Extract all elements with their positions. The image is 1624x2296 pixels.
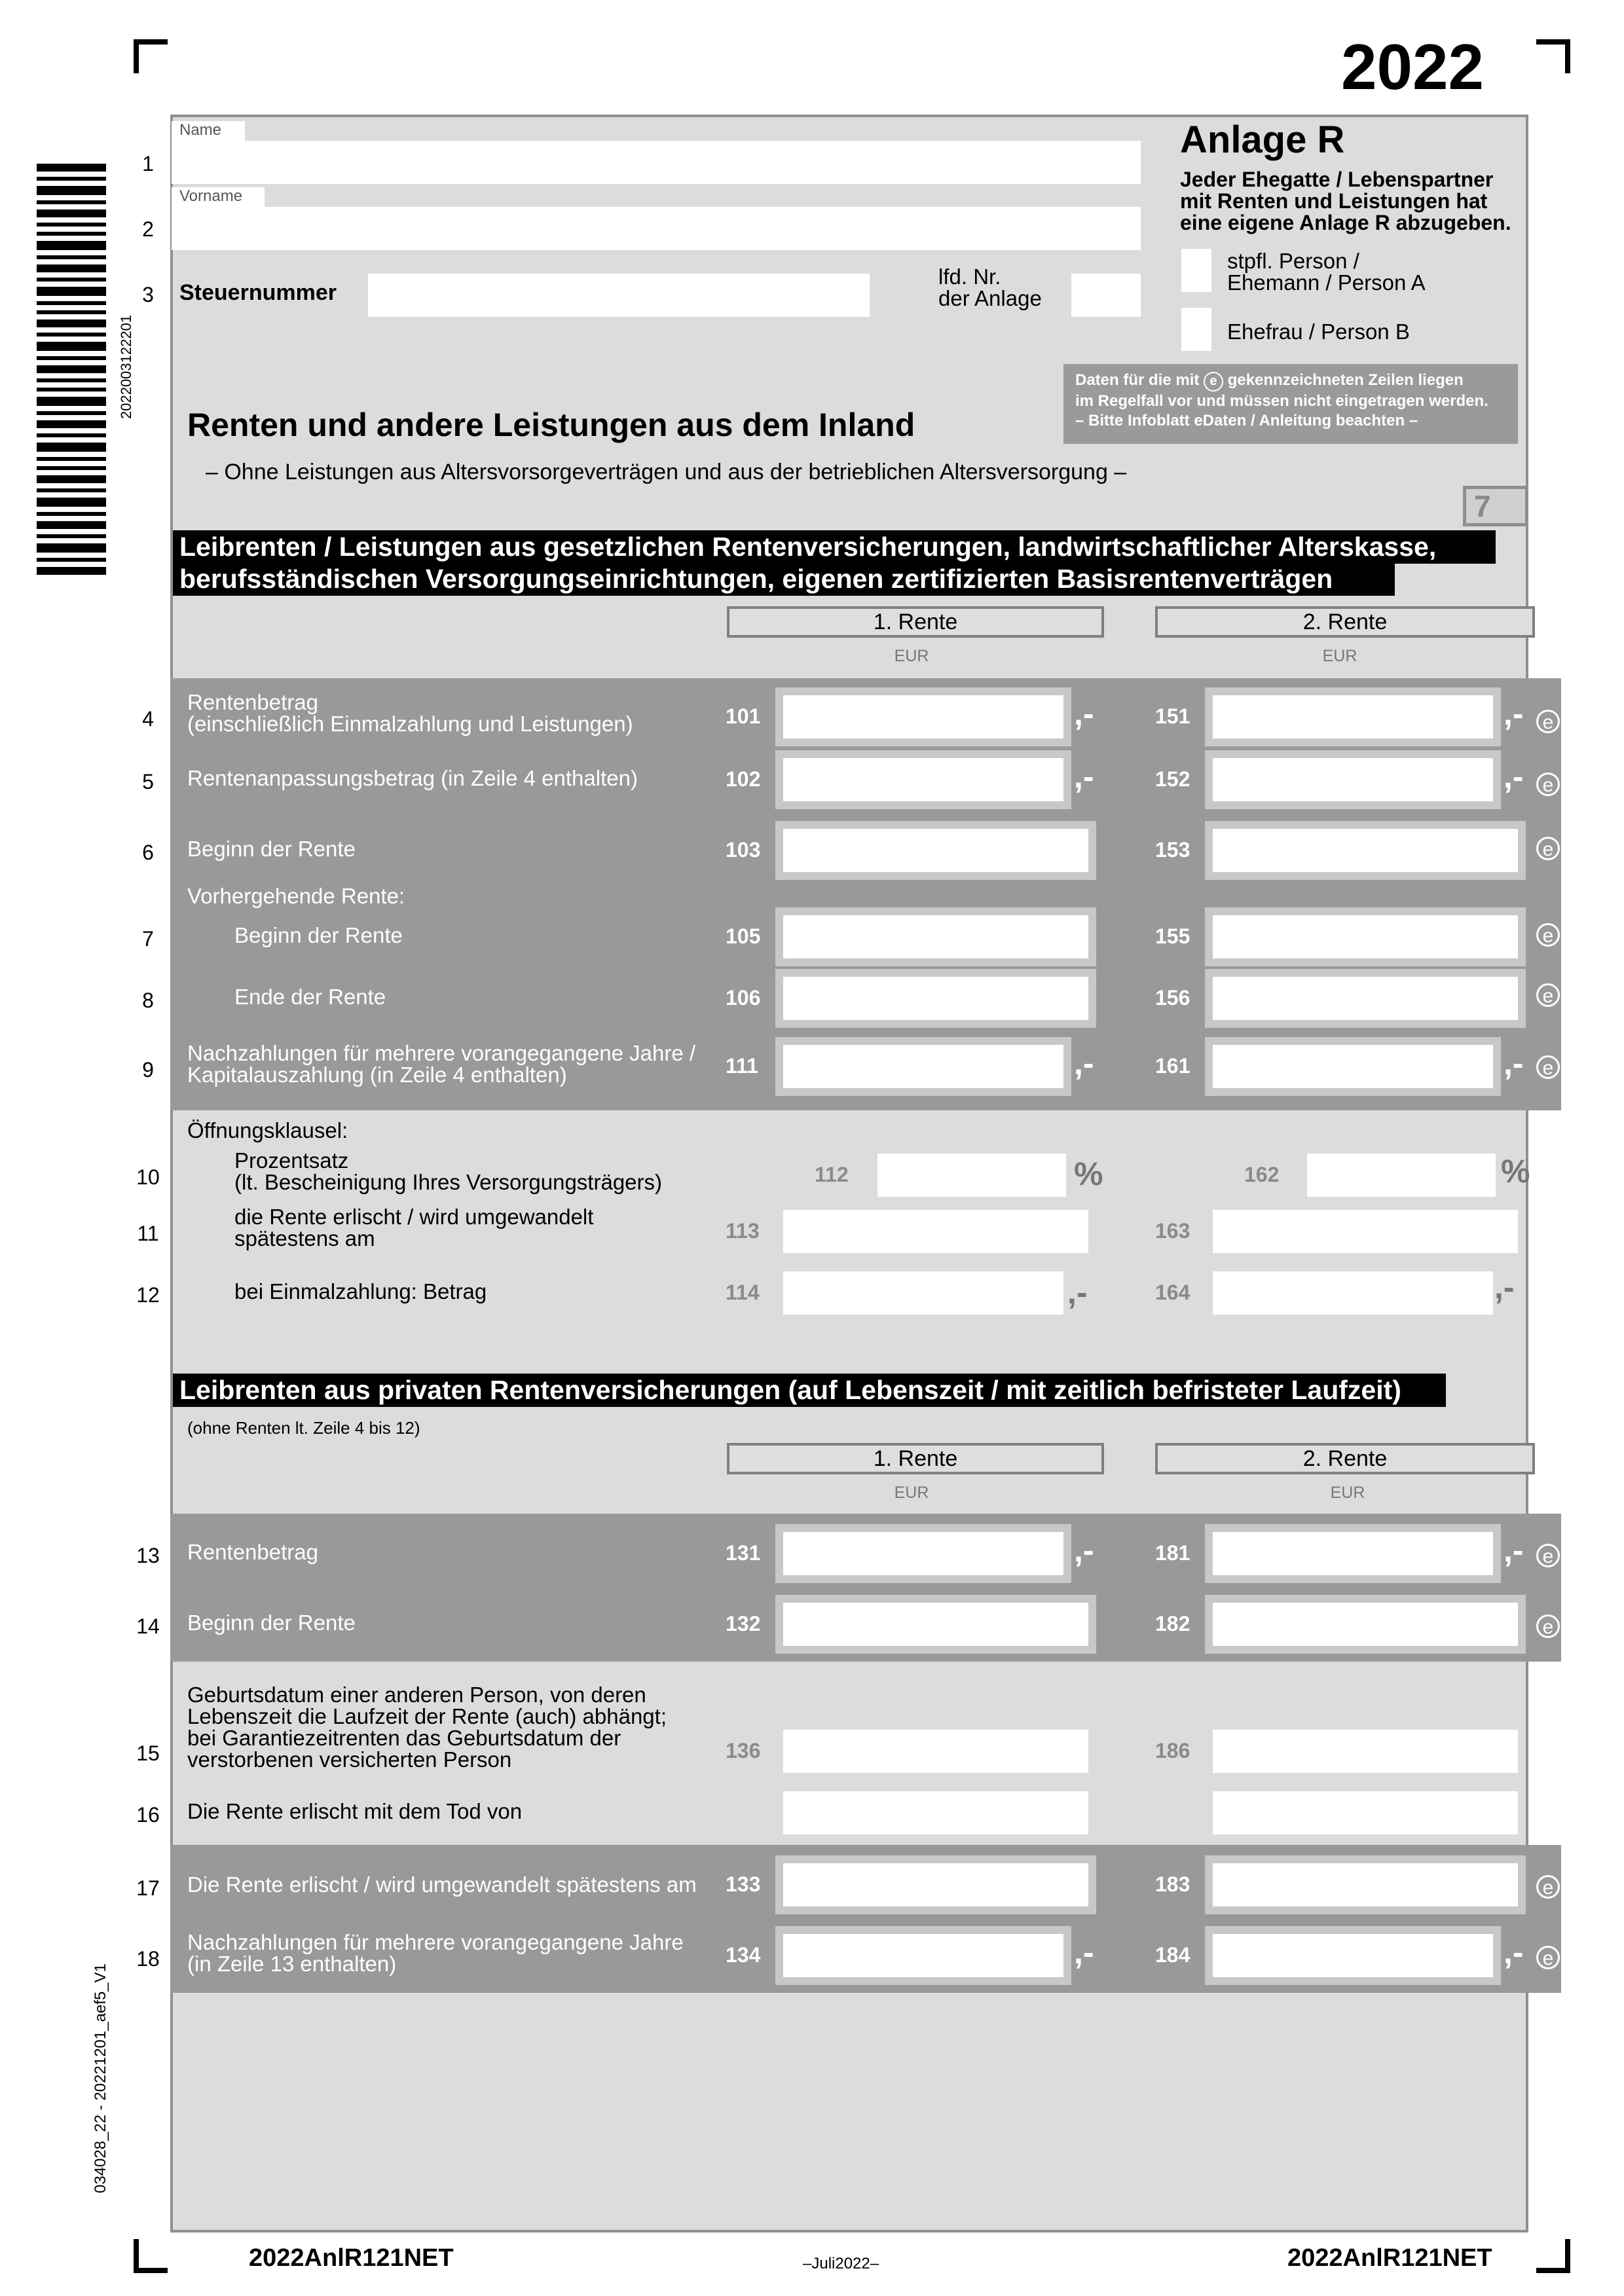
- field-code: 132: [726, 1612, 761, 1635]
- field-code: 184: [1155, 1943, 1190, 1967]
- prozentsatz-1-input[interactable]: [877, 1154, 1066, 1197]
- line-number: 9: [142, 1058, 154, 1082]
- footer-date: –Juli2022–: [803, 2255, 879, 2272]
- row-label: Die Rente erlischt / wird umgewandelt spätestens am: [187, 1872, 697, 1897]
- box-number: 7: [1463, 486, 1528, 526]
- corner-mark-bottom-left: [134, 2239, 168, 2273]
- percent-sign: %: [1501, 1153, 1530, 1190]
- corner-mark-top-right: [1536, 39, 1570, 73]
- field-code: 183: [1155, 1872, 1190, 1896]
- line-number: 3: [142, 283, 154, 306]
- vorname-label: Vorname: [172, 187, 265, 207]
- comma-dash: ,-: [1504, 1532, 1524, 1569]
- rentenanpassung-1-input[interactable]: [783, 758, 1063, 801]
- col1-header: 1. Rente: [727, 606, 1104, 638]
- row-label: Ende der Rente: [234, 985, 386, 1009]
- field-code: 163: [1155, 1219, 1190, 1243]
- geburtsdatum-1-input[interactable]: [783, 1730, 1088, 1773]
- currency-label: EUR: [894, 1484, 929, 1502]
- privat-erlischt-1-input[interactable]: [783, 1863, 1088, 1906]
- erlischt-2-input[interactable]: [1213, 1210, 1518, 1253]
- rentenbetrag-2-input[interactable]: [1213, 695, 1493, 738]
- lfd-nr-label: lfd. Nr. der Anlage: [938, 264, 1042, 310]
- e-icon: e: [1536, 983, 1560, 1007]
- field-code: 102: [726, 767, 761, 791]
- row-label: Beginn der Rente: [187, 1611, 356, 1635]
- line-number: 4: [142, 707, 154, 731]
- rentenbetrag-1-input[interactable]: [783, 695, 1063, 738]
- subtitle: – Ohne Leistungen aus Altersvorsorgeverträgen und aus der betrieblichen Altersversorgung –: [206, 460, 1127, 484]
- lfd-nr-input[interactable]: [1071, 274, 1141, 317]
- person-a-label: stpfl. Person / Ehemann / Person A: [1227, 249, 1426, 295]
- einmalzahlung-1-input[interactable]: [783, 1271, 1063, 1315]
- erlischt-1-input[interactable]: [783, 1210, 1088, 1253]
- field-code: 162: [1244, 1163, 1280, 1186]
- anlage-note: Jeder Ehegatte / Lebenspartner mit Renten und Leistungen hat eine eigene Anlage R abzugeben.: [1180, 168, 1511, 234]
- privat-rentenbetrag-2-input[interactable]: [1213, 1532, 1493, 1575]
- field-code: 131: [726, 1541, 761, 1565]
- nachzahlung-1-input[interactable]: [783, 1045, 1063, 1088]
- field-code: 134: [726, 1943, 761, 1967]
- row-label: Beginn der Rente: [234, 923, 403, 947]
- vorh-beginn-1-input[interactable]: [783, 915, 1088, 958]
- comma-dash: ,-: [1074, 695, 1094, 732]
- vorh-beginn-2-input[interactable]: [1213, 915, 1518, 958]
- e-icon: e: [1204, 372, 1223, 392]
- percent-sign: %: [1074, 1156, 1103, 1192]
- e-icon: e: [1536, 1055, 1560, 1079]
- prozentsatz-2-input[interactable]: [1307, 1154, 1496, 1197]
- line-number: 2: [142, 217, 154, 241]
- line-number: 1: [142, 152, 154, 175]
- privat-nachzahlung-1-input[interactable]: [783, 1934, 1063, 1977]
- row-label: Rentenanpassungsbetrag (in Zeile 4 enthalten): [187, 766, 638, 790]
- row-label: Die Rente erlischt mit dem Tod von: [187, 1799, 523, 1823]
- form-year: 2022: [1341, 31, 1485, 103]
- field-code: 155: [1155, 924, 1190, 948]
- vorname-input[interactable]: [172, 207, 1141, 250]
- row-label: Rentenbetrag (einschließlich Einmalzahlung und Leistungen): [187, 690, 633, 736]
- corner-mark-top-left: [134, 39, 168, 73]
- row-label: Nachzahlungen für mehrere vorangegangene Jahre / Kapitalauszahlung (in Zeile 4 enthalten): [187, 1041, 696, 1087]
- section2-title: Leibrenten aus privaten Rentenversicherungen (auf Lebenszeit / mit zeitlich befristeter Laufzeit): [173, 1374, 1446, 1407]
- currency-label: EUR: [1330, 1484, 1365, 1502]
- e-icon: e: [1536, 1875, 1560, 1899]
- vorhergehende-label: Vorhergehende Rente:: [187, 884, 405, 908]
- main-title: Renten und andere Leistungen aus dem Inland: [187, 407, 915, 443]
- section1-title-line2: berufsständischen Versorgungseinrichtungen, eigenen zertifizierten Basisrentenverträgen: [173, 562, 1395, 596]
- edaten-info-box: Daten für die mit e gekennzeichneten Zeilen liegen im Regelfall vor und müssen nicht eingetragen werden. – Bitte Infoblatt eDaten / Anleitung beachten –: [1063, 364, 1518, 444]
- field-code: 151: [1155, 704, 1190, 728]
- vorh-ende-1-input[interactable]: [783, 977, 1088, 1020]
- line-number: 18: [136, 1947, 160, 1971]
- privat-erlischt-2-input[interactable]: [1213, 1863, 1518, 1906]
- row-label: Rentenbetrag: [187, 1540, 318, 1564]
- comma-dash: ,-: [1074, 1532, 1094, 1569]
- comma-dash: ,-: [1504, 1045, 1524, 1082]
- tod-von-1-input[interactable]: [783, 1791, 1088, 1834]
- geburtsdatum-2-input[interactable]: [1213, 1730, 1518, 1773]
- field-code: 136: [726, 1739, 761, 1762]
- corner-mark-bottom-right: [1536, 2239, 1570, 2273]
- field-code: 113: [726, 1219, 760, 1243]
- col2-header: 2. Rente: [1155, 1443, 1535, 1474]
- row-label: Prozentsatz (lt. Bescheinigung Ihres Versorgungsträgers): [234, 1148, 663, 1194]
- e-icon: e: [1536, 837, 1560, 860]
- col1-header: 1. Rente: [727, 1443, 1104, 1474]
- line-number: 16: [136, 1803, 160, 1827]
- e-icon: e: [1536, 923, 1560, 947]
- line-number: 5: [142, 770, 154, 793]
- einmalzahlung-2-input[interactable]: [1213, 1271, 1493, 1315]
- tod-von-2-input[interactable]: [1213, 1791, 1518, 1834]
- person-a-checkbox[interactable]: [1181, 249, 1211, 292]
- section2-note: (ohne Renten lt. Zeile 4 bis 12): [187, 1418, 420, 1438]
- comma-dash: ,-: [1074, 758, 1094, 795]
- vorh-ende-2-input[interactable]: [1213, 977, 1518, 1020]
- comma-dash: ,-: [1504, 695, 1524, 732]
- steuernummer-label: Steuernummer: [179, 280, 337, 305]
- comma-dash: ,-: [1067, 1274, 1088, 1311]
- field-code: 111: [726, 1054, 758, 1078]
- field-code: 133: [726, 1872, 761, 1896]
- field-code: 103: [726, 838, 761, 862]
- barcode-image: [37, 164, 109, 576]
- rentenanpassung-2-input[interactable]: [1213, 758, 1493, 801]
- oeffnung-label: Öffnungsklausel:: [187, 1118, 348, 1142]
- comma-dash: ,-: [1504, 758, 1524, 795]
- barcode-number: 2022003122201: [118, 314, 134, 419]
- beginn-rente-1-input[interactable]: [783, 829, 1088, 872]
- field-code: 161: [1155, 1054, 1190, 1078]
- col2-header: 2. Rente: [1155, 606, 1535, 638]
- steuernummer-input[interactable]: [368, 274, 870, 317]
- comma-dash: ,-: [1504, 1934, 1524, 1971]
- currency-label: EUR: [894, 647, 929, 665]
- person-b-label: Ehefrau / Person B: [1227, 319, 1410, 344]
- name-label: Name: [172, 121, 245, 141]
- beginn-rente-2-input[interactable]: [1213, 829, 1518, 872]
- row-label: Beginn der Rente: [187, 837, 356, 861]
- currency-label: EUR: [1322, 647, 1357, 665]
- field-code: 181: [1155, 1541, 1190, 1565]
- line-number: 7: [142, 927, 154, 951]
- e-icon: e: [1536, 1614, 1560, 1638]
- field-code: 112: [815, 1163, 849, 1186]
- comma-dash: ,-: [1074, 1045, 1094, 1082]
- privat-nachzahlung-2-input[interactable]: [1213, 1934, 1493, 1977]
- line-number: 12: [136, 1283, 160, 1307]
- line-number: 10: [136, 1165, 160, 1189]
- line-number: 13: [136, 1544, 160, 1567]
- line-number: 15: [136, 1741, 160, 1765]
- privat-beginn-1-input[interactable]: [783, 1603, 1088, 1646]
- privat-rentenbetrag-1-input[interactable]: [783, 1532, 1063, 1575]
- e-icon: e: [1536, 710, 1560, 733]
- field-code: 114: [726, 1281, 760, 1304]
- e-icon: e: [1536, 1544, 1560, 1567]
- field-code: 152: [1155, 767, 1190, 791]
- field-code: 106: [726, 986, 761, 1010]
- row-label: Nachzahlungen für mehrere vorangegangene Jahre (in Zeile 13 enthalten): [187, 1930, 684, 1976]
- footer-code-left: 2022AnlR121NET: [249, 2244, 454, 2272]
- line-number: 11: [137, 1222, 159, 1245]
- name-input[interactable]: [172, 141, 1141, 184]
- line-number: 14: [136, 1614, 160, 1638]
- comma-dash: ,-: [1494, 1269, 1515, 1305]
- e-icon: e: [1536, 1946, 1560, 1969]
- field-code: 105: [726, 924, 761, 948]
- line-number: 17: [136, 1876, 160, 1900]
- privat-beginn-2-input[interactable]: [1213, 1603, 1518, 1646]
- field-code: 153: [1155, 838, 1190, 862]
- nachzahlung-2-input[interactable]: [1213, 1045, 1493, 1088]
- line-number: 8: [142, 989, 154, 1012]
- field-code: 156: [1155, 986, 1190, 1010]
- section1-title: Leibrenten / Leistungen aus gesetzlichen Rentenversicherungen, landwirtschaftlicher Alterskasse,: [173, 530, 1496, 564]
- footer-code-right: 2022AnlR121NET: [1287, 2244, 1492, 2272]
- line-number: 6: [142, 841, 154, 864]
- anlage-title: Anlage R: [1180, 118, 1345, 161]
- field-code: 164: [1155, 1281, 1190, 1304]
- e-icon: e: [1536, 773, 1560, 796]
- field-code: 186: [1155, 1739, 1190, 1762]
- person-b-checkbox[interactable]: [1181, 308, 1211, 351]
- row-label: bei Einmalzahlung: Betrag: [234, 1279, 487, 1303]
- row-label: die Rente erlischt / wird umgewandelt spätestens am: [234, 1205, 594, 1250]
- field-code: 101: [726, 704, 761, 728]
- field-code: 182: [1155, 1612, 1190, 1635]
- comma-dash: ,-: [1074, 1934, 1094, 1971]
- form-version: 034028_22 - 20221201_aef5_V1: [92, 1963, 109, 2193]
- row-label: Geburtsdatum einer anderen Person, von deren Lebenszeit die Laufzeit der Rente (auch) abhängt; bei Garantiezeitrenten das Geburtsdatum der verstorbenen versicherten Person: [187, 1683, 667, 1772]
